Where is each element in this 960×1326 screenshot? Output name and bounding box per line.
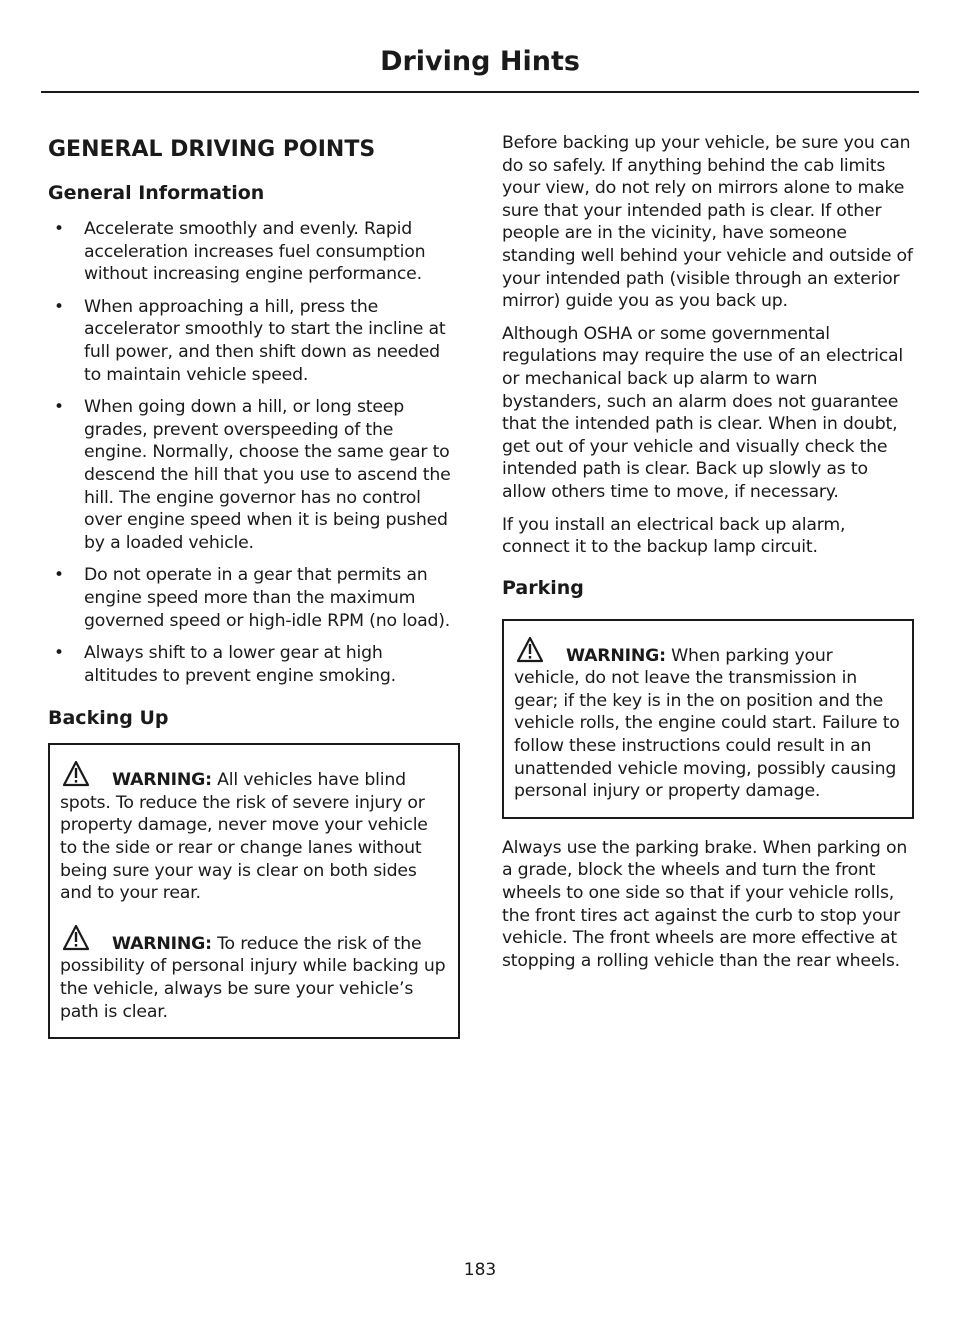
driving-points-list bbox=[48, 218, 460, 687]
parking-heading: Parking bbox=[502, 576, 584, 599]
body-paragraph: Always use the parking brake. When parking on a grade, block the wheels and turn the front wheels to one side so that if your vehicle rolls, the front tires act against the curb to stop your vehicle. The front wheels are more effective at stopping a rolling vehicle than the rear wheels. bbox=[502, 837, 908, 971]
warning-label: WARNING: bbox=[112, 770, 212, 791]
body-paragraph: Before backing up your vehicle, be sure you can do so safely. If anything behind the cab limits your view, do not rely on mirrors alone to make sure that your intended path is clear. If other people are in the vicinity, have someone standing well behind your vehicle and outside of your intended path (visible through an exterior mirror) guide you as you back up. bbox=[502, 133, 913, 312]
header-divider bbox=[41, 91, 919, 93]
body-paragraph: Although OSHA or some governmental regulations may require the use of an electrical or mechanical back up alarm to warn bystanders, such an alarm does not guarantee that the intended path is clear. When in doubt, get out of your vehicle and visually check the intended path is clear. Back up slowly as to allow others time to move, if necessary. bbox=[502, 323, 904, 502]
section-title: GENERAL DRIVING POINTS bbox=[48, 137, 376, 162]
bullet-marker: • bbox=[54, 397, 64, 418]
warning-paragraph bbox=[60, 759, 448, 905]
backing-up-warning-box bbox=[48, 743, 460, 1039]
bullet-marker: • bbox=[54, 643, 64, 664]
list-item bbox=[48, 564, 460, 632]
bullet-marker: • bbox=[54, 565, 64, 586]
page-number: 183 bbox=[463, 1260, 497, 1280]
page-header bbox=[41, 40, 919, 84]
warning-triangle-icon bbox=[60, 923, 104, 951]
list-item-text: Do not operate in a gear that permits an engine speed more than the maximum governed speed or high-idle RPM (no load). bbox=[84, 565, 451, 631]
list-item-text: Accelerate smoothly and evenly. Rapid acceleration increases fuel consumption without increasing engine performance. bbox=[84, 219, 426, 285]
warning-paragraph bbox=[60, 923, 448, 1023]
list-item bbox=[48, 642, 460, 687]
list-item-text: Always shift to a lower gear at high altitudes to prevent engine smoking. bbox=[84, 643, 396, 686]
list-item bbox=[48, 296, 460, 386]
backing-up-heading: Backing Up bbox=[48, 707, 169, 730]
warning-text: When parking your vehicle, do not leave the transmission in gear; if the key is in the on position and the vehicle rolls, the engine could start. Failure to follow these instructions could result in an unattended vehicle moving, possibly causing personal injury or property damage. bbox=[514, 645, 900, 802]
list-item bbox=[48, 218, 460, 286]
list-item-text: When going down a hill, or long steep grades, prevent overspeeding of the engine. Normally, choose the same gear to descend the hill that you use to ascend the hill. The engine governor has no control over engine speed when it is being pushed by a loaded vehicle. bbox=[84, 397, 451, 553]
warning-text: To reduce the risk of the possibility of personal injury while backing up the vehicle, always be sure your vehicle’s path is clear. bbox=[60, 933, 446, 1022]
warning-paragraph bbox=[514, 635, 902, 803]
list-item bbox=[48, 396, 460, 554]
bullet-marker: • bbox=[54, 219, 64, 239]
general-information-heading: General Information bbox=[48, 182, 265, 204]
warning-text: All vehicles have blind spots. To reduce the risk of severe injury or property damage, never move your vehicle to the side or rear or change lanes without being sure your way is clear on both sides and to your rear. bbox=[60, 770, 428, 904]
warning-triangle-icon bbox=[60, 759, 104, 787]
page-title: Driving Hints bbox=[380, 46, 580, 77]
parking-warning-box bbox=[502, 619, 914, 819]
warning-label: WARNING: bbox=[566, 645, 666, 666]
bullet-marker: • bbox=[54, 296, 64, 317]
warning-label: WARNING: bbox=[112, 933, 212, 954]
body-paragraph: If you install an electrical back up alarm, connect it to the backup lamp circuit. bbox=[502, 514, 846, 558]
warning-triangle-icon bbox=[514, 635, 558, 663]
right-column bbox=[502, 132, 914, 982]
list-item-text: When approaching a hill, press the accelerator smoothly to start the incline at full power, and then shift down as needed to maintain vehicle speed. bbox=[84, 296, 446, 385]
left-column bbox=[48, 128, 460, 1057]
